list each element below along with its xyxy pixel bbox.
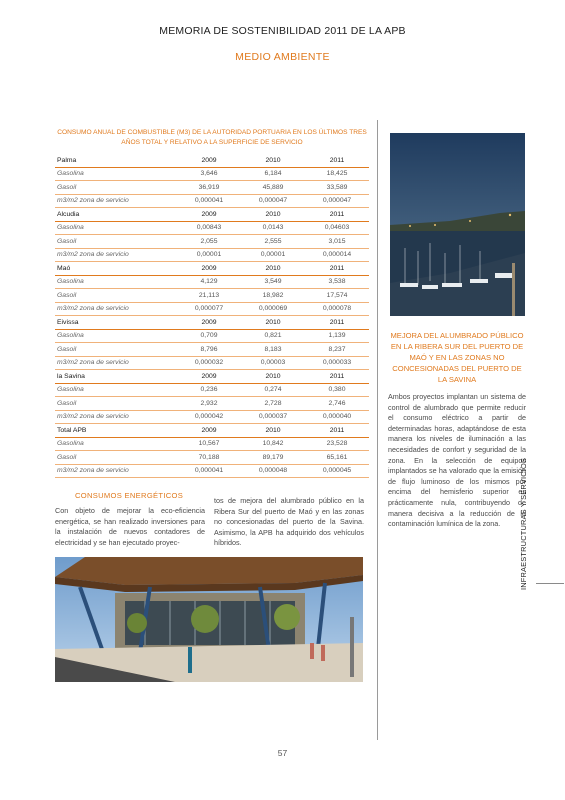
row-label: m3/m2 zona de servicio — [55, 410, 177, 424]
table-group-header — [55, 316, 369, 330]
table-cell: 3,538 — [305, 275, 369, 289]
table-group-header — [55, 262, 369, 276]
row-label: Gasoil — [55, 451, 177, 465]
row-label: Gasolina — [55, 437, 177, 451]
table-cell: 10,567 — [177, 437, 241, 451]
table-cell: 0,00003 — [241, 356, 305, 370]
group-name: Palma — [55, 154, 177, 167]
table-row — [55, 221, 369, 235]
table-cell: 0,000037 — [241, 410, 305, 424]
table-cell: 0,000040 — [305, 410, 369, 424]
table-cell: 0,04603 — [305, 221, 369, 235]
year-header: 2011 — [305, 316, 369, 330]
year-header: 2010 — [241, 424, 305, 438]
table-cell: 2,555 — [241, 235, 305, 249]
row-label: Gasolina — [55, 275, 177, 289]
table-cell: 1,139 — [305, 329, 369, 343]
group-name: Maó — [55, 262, 177, 276]
table-cell: 2,932 — [177, 397, 241, 411]
table-cell: 0,00001 — [177, 248, 241, 262]
table-cell: 21,113 — [177, 289, 241, 303]
table-group-header — [55, 208, 369, 222]
side-section-label: INFRAESTRUCTURAS Y SERVICIOS — [519, 457, 528, 590]
table-cell: 8,183 — [241, 343, 305, 357]
year-header: 2010 — [241, 208, 305, 222]
table-cell: 0,000041 — [177, 194, 241, 208]
table-cell: 0,0143 — [241, 221, 305, 235]
table-row — [55, 397, 369, 411]
table-row — [55, 464, 369, 478]
row-label: m3/m2 zona de servicio — [55, 248, 177, 262]
table-row — [55, 343, 369, 357]
year-header: 2009 — [177, 316, 241, 330]
table-cell: 0,236 — [177, 383, 241, 397]
table-cell: 18,425 — [305, 167, 369, 181]
table-cell: 36,919 — [177, 181, 241, 195]
table-cell: 2,728 — [241, 397, 305, 411]
table-cell: 18,982 — [241, 289, 305, 303]
table-group-header — [55, 370, 369, 384]
year-header: 2011 — [305, 424, 369, 438]
row-label: Gasoil — [55, 235, 177, 249]
table-cell: 0,380 — [305, 383, 369, 397]
row-label: m3/m2 zona de servicio — [55, 356, 177, 370]
harbor-photo-image — [390, 133, 525, 316]
year-header: 2010 — [241, 262, 305, 276]
table-cell: 0,000047 — [305, 194, 369, 208]
year-header: 2009 — [177, 154, 241, 167]
section-title: MEDIO AMBIENTE — [235, 51, 330, 63]
table-cell: 0,000069 — [241, 302, 305, 316]
table-cell: 0,709 — [177, 329, 241, 343]
table-cell: 0,000078 — [305, 302, 369, 316]
year-header: 2010 — [241, 154, 305, 167]
terminal-photo-image — [55, 557, 363, 682]
year-header: 2011 — [305, 208, 369, 222]
table-cell: 3,646 — [177, 167, 241, 181]
terminal-building-photo — [55, 557, 363, 682]
table-cell: 45,889 — [241, 181, 305, 195]
row-label: Gasoil — [55, 289, 177, 303]
row-label: m3/m2 zona de servicio — [55, 464, 177, 478]
row-label: Gasoil — [55, 343, 177, 357]
group-name: la Savina — [55, 370, 177, 384]
table-row — [55, 181, 369, 195]
year-header: 2009 — [177, 262, 241, 276]
table-cell: 0,00843 — [177, 221, 241, 235]
table-row — [55, 289, 369, 303]
table-row — [55, 329, 369, 343]
table-row — [55, 167, 369, 181]
row-label: Gasolina — [55, 167, 177, 181]
table-row — [55, 302, 369, 316]
page-number: 57 — [277, 748, 288, 758]
table-row — [55, 275, 369, 289]
row-label: m3/m2 zona de servicio — [55, 194, 177, 208]
year-header: 2011 — [305, 370, 369, 384]
table-cell: 23,528 — [305, 437, 369, 451]
table-cell: 0,274 — [241, 383, 305, 397]
table-cell: 4,129 — [177, 275, 241, 289]
table-cell: 0,000048 — [241, 464, 305, 478]
year-header: 2010 — [241, 370, 305, 384]
row-label: Gasoil — [55, 181, 177, 195]
table-cell: 0,000047 — [241, 194, 305, 208]
table-cell: 65,161 — [305, 451, 369, 465]
harbor-night-photo — [390, 133, 525, 316]
table-cell: 0,000042 — [177, 410, 241, 424]
group-name: Alcudia — [55, 208, 177, 222]
table-row — [55, 451, 369, 465]
table-cell: 0,000014 — [305, 248, 369, 262]
group-name: Total APB — [55, 424, 177, 438]
table-title: CONSUMO ANUAL DE COMBUSTIBLE (M3) DE LA AUTORIDAD PORTUARIA EN LOS ÚLTIMOS TRES AÑOS TOTAL Y RELATIVO A LA SUPERFICIE DE SERVICIO — [57, 129, 367, 146]
table-row — [55, 248, 369, 262]
table-cell: 0,000041 — [177, 464, 241, 478]
table-cell: 8,796 — [177, 343, 241, 357]
row-label: Gasoil — [55, 397, 177, 411]
fuel-consumption-table — [55, 154, 369, 478]
table-cell: 2,055 — [177, 235, 241, 249]
table-cell: 3,549 — [241, 275, 305, 289]
year-header: 2011 — [305, 262, 369, 276]
group-name: Eivissa — [55, 316, 177, 330]
year-header: 2009 — [177, 370, 241, 384]
year-header: 2011 — [305, 154, 369, 167]
table-cell: 33,589 — [305, 181, 369, 195]
table-row — [55, 194, 369, 208]
table-cell: 3,015 — [305, 235, 369, 249]
table-cell: 8,237 — [305, 343, 369, 357]
row-label: m3/m2 zona de servicio — [55, 302, 177, 316]
table-row — [55, 383, 369, 397]
consumos-text-col1: Con objeto de mejorar la eco-eficiencia energética, se han realizado inversiones para la instalación de nuevos contadores de electricidad y se han ejecutado proyec- — [55, 506, 205, 547]
table-cell: 0,000032 — [177, 356, 241, 370]
table-cell: 2,746 — [305, 397, 369, 411]
table-cell: 0,000077 — [177, 302, 241, 316]
column-divider — [377, 120, 378, 740]
lighting-heading: MEJORA DEL ALUMBRADO PÚBLICO EN LA RIBERA SUR DEL PUERTO DE MAÓ Y EN LAS ZONAS NO CONCESIONADAS DEL PUERTO DE LA SAVINA — [390, 331, 524, 384]
year-header: 2010 — [241, 316, 305, 330]
table-cell: 17,574 — [305, 289, 369, 303]
year-header: 2009 — [177, 424, 241, 438]
consumos-heading: CONSUMOS ENERGÉTICOS — [75, 491, 184, 500]
consumos-text-col2: tos de mejora del alumbrado público en la Ribera Sur del puerto de Maó y en las zonas no concesionadas del puerto de la Savina. Asimismo, la APB ha adquirido dos vehículos híbridos. — [214, 496, 364, 548]
table-row — [55, 235, 369, 249]
table-row — [55, 437, 369, 451]
row-label: Gasolina — [55, 329, 177, 343]
table-row — [55, 356, 369, 370]
table-group-header — [55, 154, 369, 167]
table-cell: 0,000045 — [305, 464, 369, 478]
table-cell: 70,188 — [177, 451, 241, 465]
table-cell: 0,000033 — [305, 356, 369, 370]
year-header: 2009 — [177, 208, 241, 222]
side-rule — [536, 583, 564, 584]
table-cell: 0,00001 — [241, 248, 305, 262]
row-label: Gasolina — [55, 221, 177, 235]
document-title: MEMORIA DE SOSTENIBILIDAD 2011 DE LA APB — [159, 25, 406, 37]
lighting-body: Ambos proyectos implantan un sistema de control de alumbrado que permite reducir el consumo eléctrico a partir de determinadas horas, adaptándose de esta manera los niveles de iluminación a las necesidades de confort y seguridad de la zona. En la selección de equipos implantados se ha valorado que la emisión de flujo luminoso de los mismos por encima del hemisferio superior es prácticamente nula, contribuyendo de manera decisiva a la reducción de la contaminación lumínica de la zona. — [388, 392, 526, 529]
table-group-header — [55, 424, 369, 438]
table-cell: 10,842 — [241, 437, 305, 451]
table-cell: 89,179 — [241, 451, 305, 465]
table-cell: 6,184 — [241, 167, 305, 181]
table-row — [55, 410, 369, 424]
row-label: Gasolina — [55, 383, 177, 397]
table-cell: 0,821 — [241, 329, 305, 343]
